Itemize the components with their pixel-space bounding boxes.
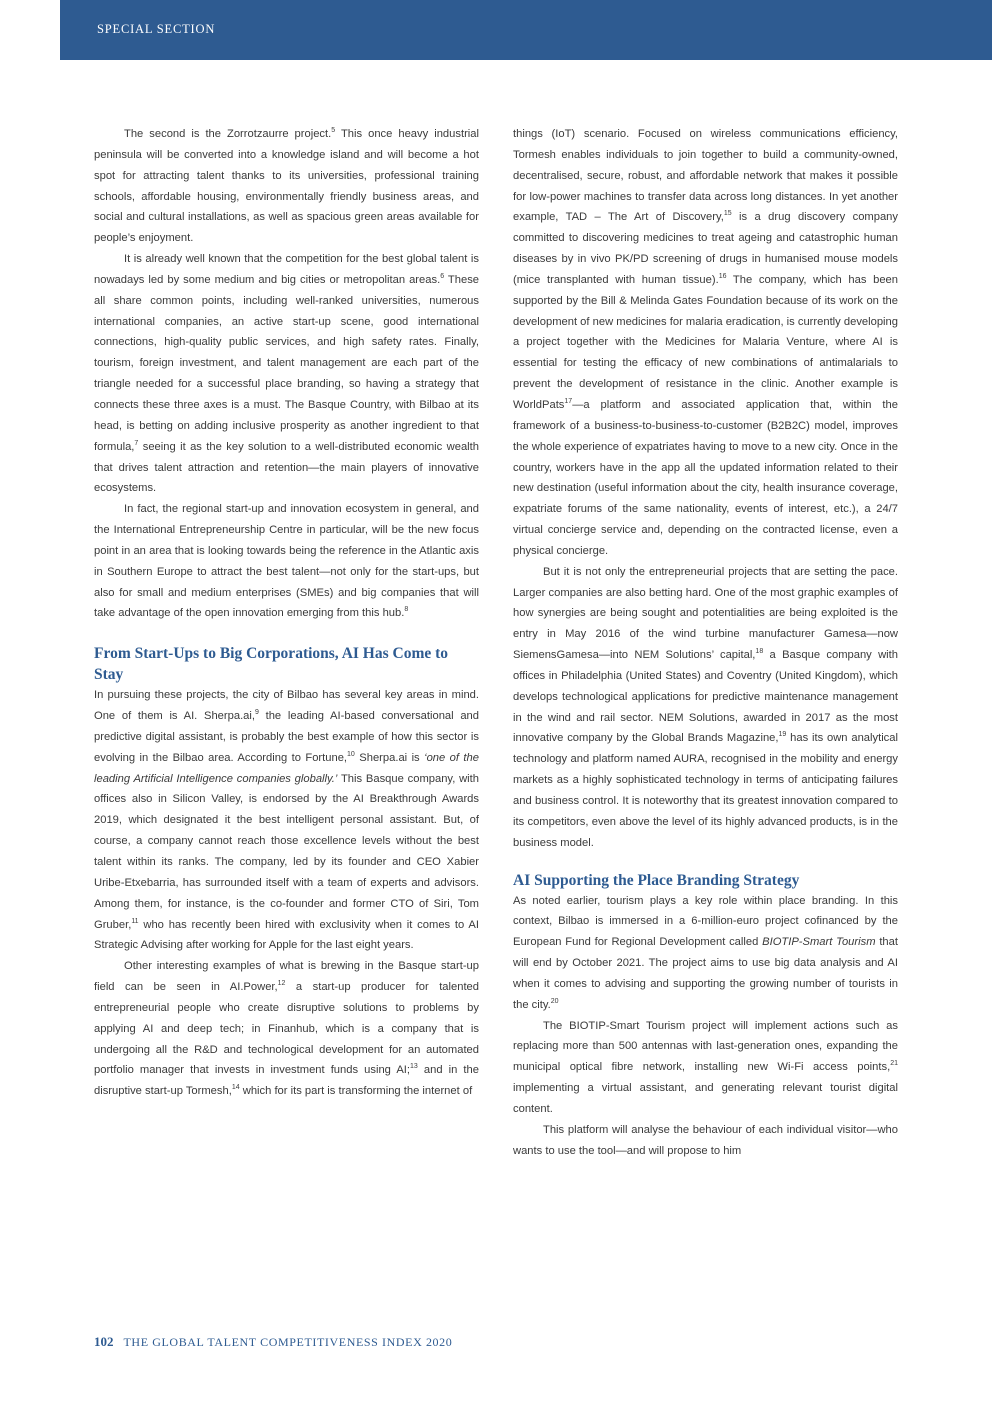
footnote-ref: 14 (231, 1084, 240, 1092)
footnote-ref: 8 (404, 606, 409, 614)
project-name: BIOTIP-Smart Tourism (762, 936, 876, 949)
footnote-ref: 11 (131, 917, 139, 925)
paragraph-tormesh-tad: things (IoT) scenario. Focused on wireless communications efficiency, Tormesh enables individuals to join together to build a community-owned, decentralised, secure, robust, and affordable network that makes it possible for low-power machines to transfer data across long distances. In yet another example, TAD – The Art of Discovery,$^{15}$ is a drug discovery company committed to discovering medicines to treat ageing and catastrophic human diseases by in vivo PK/PD screening of drugs in humanised mouse models (mice transplanted with human tissue).$^{16}$ The company, which has been supported by the Bill & Melinda Gates Foundation because of its work on the development of new medicines for malaria eradication, is currently developing a project together with the Medicines for Malaria Venture, where AI is essential for testing the efficacy of new combinations of antimalarials to prevent the development of resistance in the clinic. Another example is WorldPats$^{17}$—a platform and associated application that, within the framework of a business-to-business-to-customer (B2B2C) model, improves the whole experience of expatriates having to move to a new city. Once in the country, workers have in the app all the updated information related to their new destination (useful information about the city, health insurance coverage, expatriate forums of the same nationality, events of interest, etc.), a 24/7 virtual concierge service and, depending on the contracted license, even a physical concierge. (513, 128, 899, 557)
paragraph-larger-companies: But it is not only the entrepreneurial projects that are setting the pace. Larger companies are also betting hard. One of the most graphic examples of how synergies are being sought and potentialities are being exploited is the entry in May 2016 of the wind turbine manufacturer Gamesa—now SiemensGamesa—into NEM Solutions’ capital,$^{18}$ a Basque company with offices in Philadelphia (United States) and Coventry (United Kingdom), which develops technological applications for predictive maintenance management in the wind and rail sector. NEM Solutions, awarded in 2017 as the most innovative company by the Global Brands Magazine,$^{19}$ has its own analytical technology and platform named AURA, recognised in the mobility and energy markets as a highly sophisticated technology in terms of anticipating failures and business control. It is noteworthy that its greatest innovation compared to its competitors, even above the level of its highly advanced products, is in the business model. (513, 565, 898, 849)
paragraph-sherpa: In pursuing these projects, the city of Bilbao has several key areas in mind. One of them is AI. Sherpa.ai,$^9$ the leading AI-based conversational and predictive digital assistant, is probably the best example of how this sector is evolving in the Bilbao area. According to Fortune,$^{10}$ Sherpa.ai is ‘one of the leading Artificial Intelligence companies globally.’ This Basque company, with offices also in Silicon Valley, is endorsed by the AI Breakthrough Awards 2019, which designated it the best intelligent personal assistant. But, of course, a company cannot reach those excellence levels without the best talent within its ranks. The company, led by its founder and CEO Xabier Uribe-Etxebarria, has surrounded itself with a team of experts and advisors. Among them, for instance, is the co-founder and former CTO of Siri, Tom Gruber,$^{11}$ who has recently been hired with exclusivity when it comes to AI Strategic Advising after working for Apple for the last eight years. (94, 689, 480, 952)
footnote-ref: 20 (550, 997, 559, 1005)
paragraph-zorrotzaurre: The second is the Zorrotzaurre project.$^5$ This once heavy industrial peninsula will be converted into a knowledge island and will become a hot spot for attracting talent thanks to its universities, professional training schools, affordable housing, environmentally friendly business areas, and social and cultural installations, as well as spacious green areas available for people’s enjoyment. (94, 127, 479, 245)
left-text-column (94, 124, 479, 1102)
section-label: SPECIAL SECTION (97, 22, 216, 36)
page-footer (94, 1334, 452, 1350)
footnote-ref: 19 (778, 731, 787, 739)
section-heading-startups: From Start-Ups to Big Corporations, AI Has Come to Stay (94, 645, 449, 684)
paragraph-tourism: As noted earlier, tourism plays a key role within place branding. In this context, Bilbao is immersed in a 6-million-euro project cofinanced by the European Fund for Regional Development called BIOTIP-Smart Tourism that will end by October 2021. The project aims to use big data analysis and AI when it comes to advising and supporting the growing number of tourists in the city.$^{20}$ (513, 894, 898, 1011)
section-header-bar (60, 0, 992, 60)
right-text-column (513, 124, 898, 1162)
footnote-ref: 10 (347, 750, 355, 758)
fortune-quote: ‘one of the leading Artificial Intelligence companies globally.’ (94, 751, 479, 785)
paragraph-startup-ecosystem: In fact, the regional start-up and innovation ecosystem in general, and the International Entrepreneurship Centre in particular, will be the new focus point in an area that is looking towards being the reference in the Atlantic axis in Southern Europe to attract the best talent—not only for the start-ups, but also for small and medium enterprises (SMEs) and big companies that will take advantage of the open innovation emerging from this hub.$^8$ (94, 503, 479, 620)
paragraph-platform: This platform will analyse the behaviour of each individual visitor—who wants to use the tool—and will propose to him (513, 1123, 898, 1157)
section-heading-place-branding: AI Supporting the Place Branding Strategy (513, 871, 800, 889)
footnote-ref: 5 (331, 127, 336, 134)
footnote-ref: 17 (564, 397, 573, 405)
footnote-ref: 16 (718, 272, 727, 280)
footnote-ref: 18 (755, 648, 764, 656)
footnote-ref: 7 (134, 439, 139, 447)
publication-title: THE GLOBAL TALENT COMPETITIVENESS INDEX 2020 (123, 1335, 453, 1349)
footnote-ref: 12 (277, 980, 286, 988)
footnote-ref: 21 (890, 1060, 898, 1068)
footnote-ref: 15 (723, 210, 732, 218)
page-number: 102 (94, 1334, 114, 1349)
paragraph-other-examples: Other interesting examples of what is brewing in the Basque start-up field can be seen in AI.Power,$^{12}$ a start-up producer for talented entrepreneurial people who create disruptive solutions to problems by applying AI and deep tech; in Finanhub, which is a company that is undergoing all the R&D and technological development for an automated portfolio manager that invests in investment funds using AI;$^{13}$ and in the disruptive start-up Tormesh,$^{14}$ which for its part is transforming the internet of (94, 960, 480, 1098)
footnote-ref: 13 (410, 1063, 418, 1071)
footnote-ref: 9 (255, 709, 259, 717)
paragraph-global-talent: It is already well known that the competition for the best global talent is nowadays led by some medium and big cities or metropolitan areas.$^6$ These all share common points, including well-ranked universities, numerous international companies, an active start-up scene, good international connections, high-quality public services, and high safety rates. Finally, tourism, foreign investment, and talent management are each part of the triangle needed for a successful place branding, so having a strategy that connects these three axes is a must. The Basque Country, with Bilbao at its head, is betting on adding inclusive prosperity as another ingredient to that formula,$^7$ seeing it as the key solution to a well-distributed economic wealth that drives talent attraction and retention—the main players of innovative ecosystems. (94, 253, 480, 495)
footnote-ref: 6 (440, 272, 445, 280)
paragraph-biotip: The BIOTIP-Smart Tourism project will implement actions such as replacing more than 500 antennas with last-generation ones, expanding the municipal optical fibre network, installing new Wi-Fi access points,$^{21}$ implementing a virtual assistant, and generating relevant tourist digital content. (513, 1019, 898, 1115)
